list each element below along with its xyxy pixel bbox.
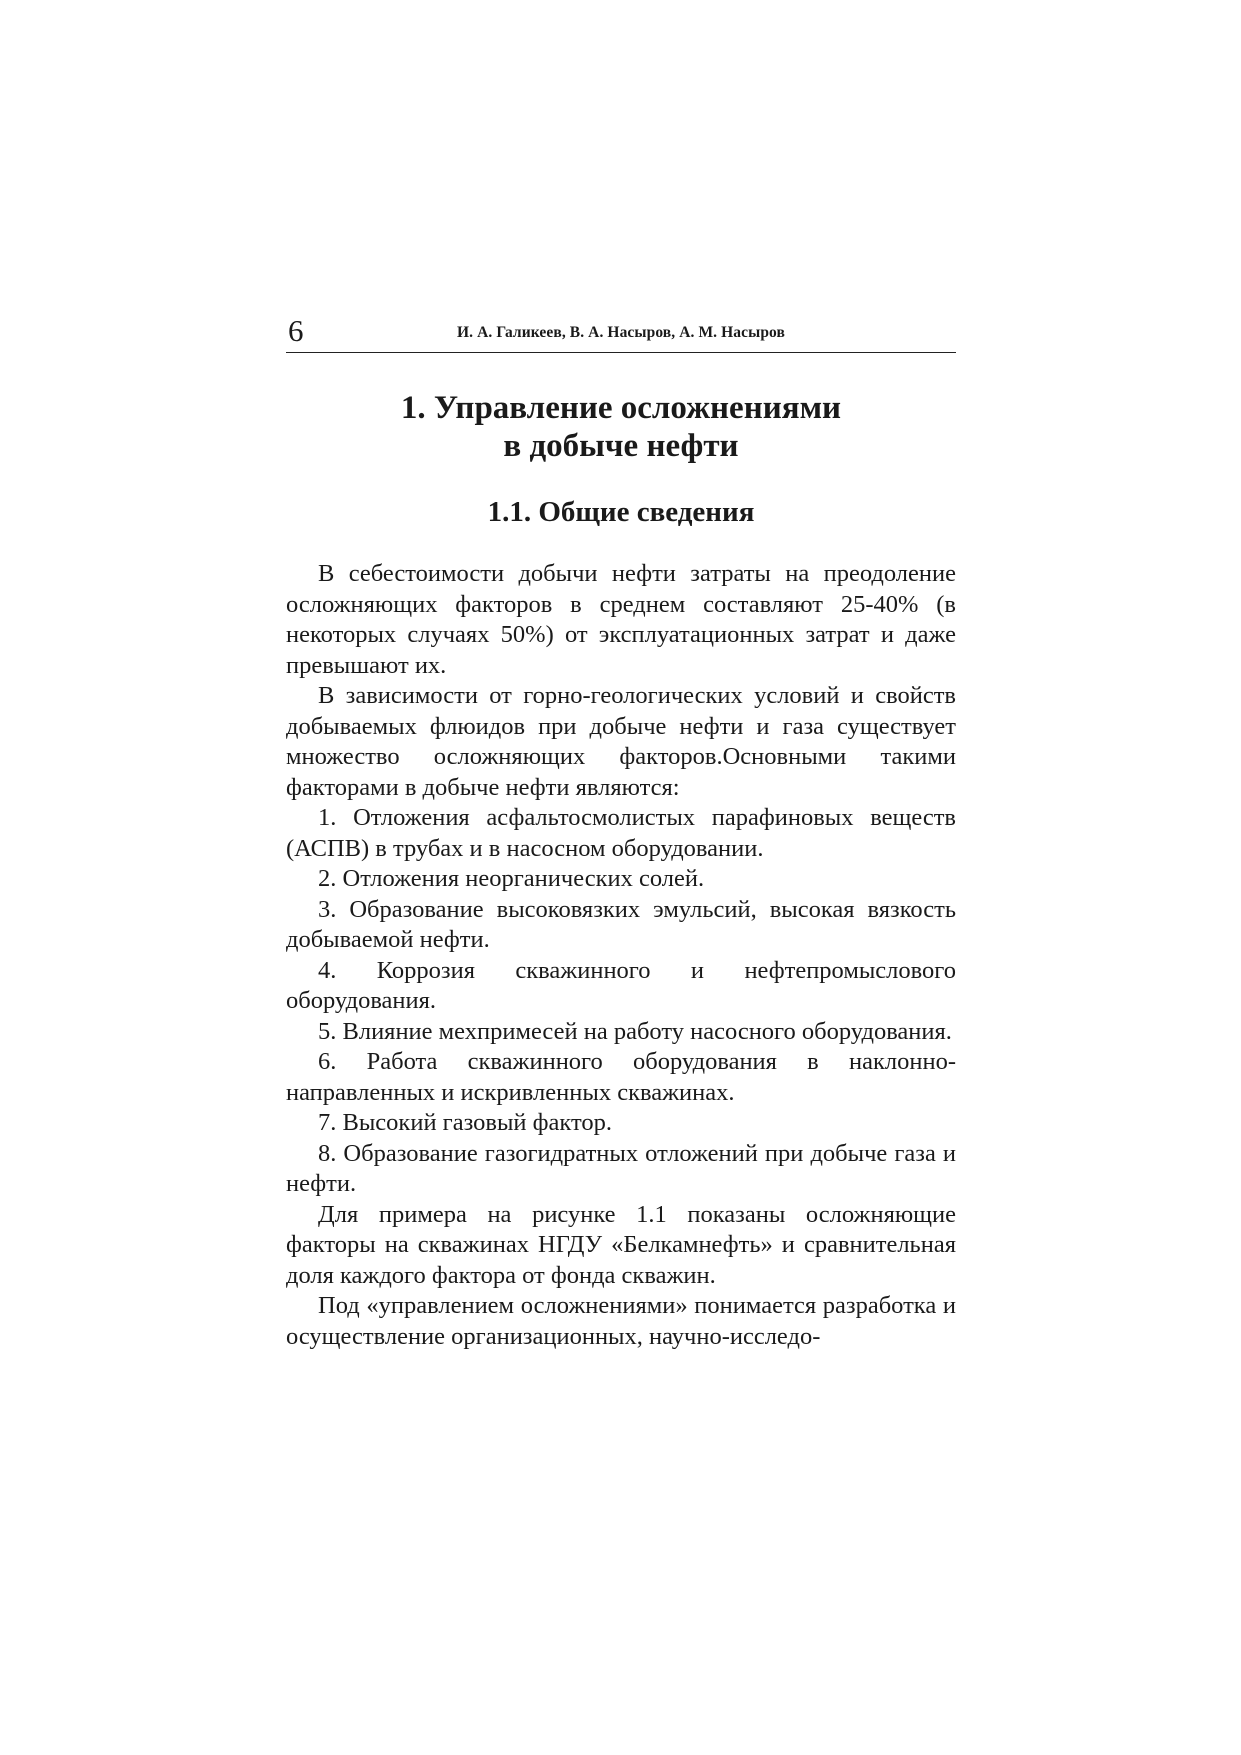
paragraph: В себестоимости добычи нефти затраты на преодоление осложняющих факторов в среднем составляют 25-40% (в некоторых случаях 50%) от эксплуатационных затрат и даже превышают их. xyxy=(286,560,956,679)
list-item: 7. Высокий газовый фактор. xyxy=(318,1109,612,1136)
book-page xyxy=(286,314,956,1352)
paragraph: В зависимости от горно-геологических условий и свойств добываемых флюидов при добыче нефти и газа существует множество осложняющих факторов.Основными такими факторами в добыче нефти являются: xyxy=(286,682,956,801)
chapter-title-line-2: в добыче нефти xyxy=(503,428,739,464)
list-item: 5. Влияние мехпримесей на работу насосного оборудования. xyxy=(318,1017,952,1045)
chapter-title xyxy=(286,389,956,465)
chapter-title-line-1: 1. Управление осложнениями xyxy=(400,390,842,426)
paragraph: Для примера на рисунке 1.1 показаны осложняющие факторы на скважинах НГДУ «Белкамнефть» и сравнительная доля каждого фактора от фонда скважин. xyxy=(286,1200,956,1289)
list-item: 1. Отложения асфальтосмолистых парафиновых веществ (АСПВ) в трубах и в насосном оборудовании. xyxy=(286,804,956,862)
list-item: 4. Коррозия скважинного и нефтепромыслового оборудования. xyxy=(286,956,956,1014)
body-text xyxy=(286,559,956,1352)
paragraph: Под «управлением осложнениями» понимается разработка и осуществление организационных, научно-исследо- xyxy=(286,1292,956,1350)
page-number: 6 xyxy=(288,313,304,348)
list-item: 3. Образование высоковязких эмульсий, высокая вязкость добываемой нефти. xyxy=(286,895,956,953)
authors-line: И. А. Галикеев, В. А. Насыров, А. М. Насыров xyxy=(457,324,785,341)
section-title: 1.1. Общие сведения xyxy=(487,496,755,528)
running-header xyxy=(286,314,956,353)
list-item: 6. Работа скважинного оборудования в наклонно-направленных и искривленных скважинах. xyxy=(286,1048,956,1106)
list-item: 2. Отложения неорганических солей. xyxy=(318,865,705,892)
list-item: 8. Образование газогидратных отложений при добыче газа и нефти. xyxy=(286,1139,956,1197)
